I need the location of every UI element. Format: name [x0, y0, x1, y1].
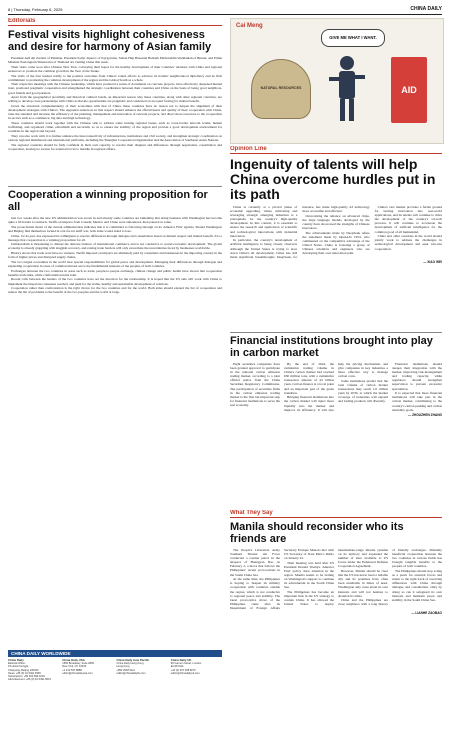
paragraph: China's vast market provides a fertile ground for turning innovation into real-world applications, and its talents will continue to drive the development of the country's sci-tech prowess. It will continue to accelerate the development of artificial intelligence for the common good of all humankind.	[374, 205, 442, 234]
cooperation-article	[8, 184, 222, 646]
paragraph: The visits of the four leaders testify to the positive outcomes from China's robust efforts to advance its holistic neighborhood diplomacy and its firm commitment to promoting the common development of the region and the Global South as a whole.	[8, 73, 222, 82]
left-column	[8, 18, 222, 743]
section-label-what-they-say: What They Say	[230, 510, 442, 518]
paragraph: The two largest economies in the world bear special responsibilities for global peace and development. Managing their differences through dialogue and expanding cooperation in areas of common interest serve the fundamental interests of the peoples of both countries.	[8, 259, 222, 268]
cooperation-headline: Cooperation a winning proposition for all	[8, 189, 208, 213]
footer-line: 1500 Broadway, Suite 2800,	[62, 662, 95, 666]
section-label-editorials: Editorials	[8, 18, 222, 26]
footer-entry	[171, 659, 222, 681]
editorial-body	[8, 56, 222, 151]
footer-line: +852 2518 5111	[116, 668, 135, 672]
footer-line: +1 212 537 8888	[62, 668, 82, 672]
footer-entry-heading: China Daily Asia Pacific	[116, 658, 150, 662]
paragraph: The protectionist thrust of the current administration indicates that it is committed to following through on its 'America First' agenda. Should Washington and Beijing find themselves locked in a tit-for-tat tariff war, both sides would stand to lose.	[8, 224, 222, 233]
financial-headline: Financial institutions brought into play in carbon market	[230, 335, 433, 359]
footer-line: Subscription: +86 400 699 0203	[8, 675, 45, 679]
footer-line: +44 (0) 207 398 8270	[170, 668, 196, 672]
footer-line: EC4N 6HA	[170, 665, 184, 669]
editorial-headline: Festival visits highlight cohesiveness and desire for harmony of Asian family	[8, 29, 212, 53]
divider	[8, 186, 222, 187]
paragraph: The Philippines should stop acting as a pawn for external forces and return to the right track of resolving differences with China through dialogue and consultation. Only by doing so can it safeguard its own interests and maintain peace and stability in the South China Sea.	[392, 569, 442, 602]
paragraph: Bringing financial institutions into the carbon market will inject more liquidity into the market and improve its efficiency. It will also help the pricing mechanism, and give companies in key industries a more effective way to manage carbon costs.	[284, 362, 388, 412]
paragraph: History shows that trade wars have no winners. Tariffs imposed on imports are ultimately paid by consumers and businesses in the importing country in the form of higher prices and disrupted supply chains.	[8, 251, 222, 260]
footer-line: editor@chinadailyuk.com	[170, 671, 200, 675]
speech-bubble: GIVE ME WHAT I WANT.	[321, 29, 385, 47]
paragraph: Cooperation rather than confrontation is the right choice for the two countries and for the world. Both sides should expand the list of cooperation and reduce the list of problems to the benefit of the two peoples and the world at large.	[8, 286, 222, 295]
footer-line: Advertisement: +86 (0) 10 6491 8631	[8, 678, 51, 682]
paragraph: China, for its part, has expressed its willingness to resolve differences through dialogue and consultation based on mutual respect and mutual benefit. It is a message that cooperation is a winning proposition for all.	[8, 233, 222, 242]
paragraph: In particular, the country's development of artificial intelligence is being closely observed. Although the United States is trying to slow down China's AI development, China has still made significant breakthroughs. DeepSeek, for instance, has made high-quality AI technology more accessible and efficient.	[230, 205, 370, 259]
footer-entry-heading: China Daily USA	[62, 658, 85, 662]
paragraph: These countries should work together with the Chinese side to address some lurking regional issues, such as cross-border telecom scams, human trafficking, and organized crime, extremism and terrorism, so as to ensure the stability of the region and provide a good development environment for countries in the region and beyond.	[8, 120, 222, 134]
manila-body	[230, 548, 442, 610]
paragraph: The People's Liberation Army Southern Theater Air Force conducted a routine patrol in the airspace of Huangyan Dao on February 2, a move that follows the Philippines' recent provocations in the South China Sea.	[230, 548, 280, 577]
footer-entry	[8, 659, 59, 681]
page-header	[8, 5, 442, 15]
aid-box: AID	[391, 57, 427, 123]
footer-entry-heading: China Daily	[8, 658, 24, 662]
manila-headline: Manila should reconsider who its friends are	[230, 521, 404, 545]
footer-title: CHINA DAILY WORLDWIDE	[8, 650, 222, 657]
footer-line: editor@chinadailyhk.com	[116, 671, 146, 675]
paragraph: Their visits come soon after Chinese New Year, conveying their hopes for the healthy development of their countries' relations with China and regional endeavors to promote the common growth in the Year of the Snake.	[8, 64, 222, 73]
paragraph: The regional countries should be fully confident in their own capacity to resolve their disputes and differences through negotiation, consultation and cooperation, leaving no excuse for external forces to meddle in regional affairs.	[8, 142, 222, 151]
footer-entry-heading: China Daily UK	[170, 658, 192, 662]
newspaper-page	[8, 5, 442, 743]
paragraph: It is expected that more financial institutions will take part in the carbon market, contributing to the country's carbon peaking and carbon neutrality goals.	[392, 391, 442, 412]
footer-line: 90 Cannon Street, London,	[170, 662, 202, 666]
paragraph: China and the Philippines are close neighbors with a long history of friendly exchanges. Mutually beneficial cooperation between the two countries in various fields has brought tangible benefits to the peoples of both countries.	[338, 548, 442, 607]
footer-worldwide	[8, 650, 222, 743]
paragraph: Some institutions predict that the total volume of carbon market transactions may reach 1.6 trillion yuan by 2030, at which the market coverage of industries will expand and trading products will diversify.	[338, 378, 388, 404]
opinion-article	[230, 146, 442, 326]
section-label-opinion: Opinion Line	[230, 146, 442, 154]
paragraph: The Philippines has become an important link in the US strategy to contain China. It has allowed the United States to deploy intermediate-range missile systems on its territory and expanded the number of sites available to US forces under the Enhanced Defense Cooperation Agreement.	[284, 548, 388, 607]
paragraph: Their meeting was held after US President Donald Trump's 'America First' policy drew attention in the region. Manila seems to be betting on Washington's support to continue its adventurism in the South China Sea.	[284, 560, 334, 590]
paragraph: By the end of 2024, the cumulative trading volume in China's carbon market had reached 630 million tons, with a cumulative transaction amount of 43 billion yuan. Carbon finance is a focal point and an important part of the green transition.	[284, 362, 334, 395]
cooperation-body	[8, 216, 222, 294]
paragraph: China and other countries in the world should jointly work to address the challenges in technological development and seek win-win cooperation.	[374, 234, 442, 251]
financial-body	[230, 362, 442, 412]
paragraph: At the same time, the Philippines is hoping to deepen its military cooperation with countries outside the region, which is not conducive to regional peace and stability. The latest provocative move of the Philippines came after its Department of Foreign Affairs Secretary Enrique Manalo met with US Secretary of State Marco Rubio on January 22.	[230, 548, 334, 610]
right-column	[230, 18, 442, 743]
paragraph: They can also work with it to further enhance the interconnectivity of infrastructure, institutions and civil society, and strengthen strategic coordination on various regional multilateral and international platforms, including the Shanghai Cooperation Organization and the Association of Southeast Asian Nations.	[8, 133, 222, 142]
opinion-byline: — XIAO WEI	[423, 259, 442, 264]
paper-section: CHINA DAILY	[410, 6, 442, 12]
paragraph: However, Manila should be clear that the US has never been a reliable ally and its promises have often been unreliable in times of need. Washington only cares about its own interests and will not hesitate to abandon its allies.	[338, 569, 388, 598]
paragraph: Just two weeks after the new US administration was sworn in and already some countries are lamenting that doing business with Washington has become quite a bit harder to stomach. Tariffs on imports from Canada, Mexico and China were announced, then paused on some.	[8, 216, 222, 225]
footer-line: Chaoyang, Beijing 100029	[8, 668, 39, 672]
cartoon-credit: Cai Meng	[236, 23, 263, 29]
footer-line: Hong Kong	[116, 665, 130, 669]
paragraph: Exchanges between the two countries in areas such as trade, people-to-people exchange, climate change and public health have shown that cooperation benefits both sides, while confrontation hurts both.	[8, 268, 222, 277]
footer-line: China Daily Hong Kong	[116, 662, 144, 666]
footer-line: New York, NY 10036	[62, 665, 87, 669]
financial-article	[230, 330, 442, 506]
footer-grid	[8, 659, 222, 681]
footer-entry	[62, 659, 113, 681]
paragraph: Apart from the geographical proximity and historical cultural bonds, an important reason why these countries, along with other regional countries, are willing to develop close partnerships with China is that the opportunities are pragmatic and conducted on an equal footing for mutual benefit.	[8, 95, 222, 104]
cartoon-figure-icon	[329, 53, 365, 123]
paragraph: China is currently at a pivotal phase of economic upgrading, where cultivating and leveraging strategic emerging industries is a prerequisite for the country's high-quality development. In this context, it is essential to ensure the research and application of scientific and technological innovations with industrial innovation.	[230, 205, 298, 238]
divider	[230, 332, 442, 333]
editorials-article	[8, 18, 222, 180]
paragraph: Recent calls between the leaders of the two countries have set the direction for the relationship. It is hoped that the US side will work with China to implement the important consensus reached, and push for the stable, healthy and sustainable development of relations.	[8, 277, 222, 286]
footer-line: Editorial Office:	[8, 662, 26, 666]
paragraph: Given the structural complementarity of their economies with that of China, these countries have no reason not to deepen the alignment of their development strategies with China's. The upgraded endeavors in this respect should enhance the effectiveness and quality of their cooperation with China, raise the standard and increase the efficiency of the planning, management and innovation of relevant projects, and direct more resources to the cooperation in sectors such as e-commerce, big data and high technology.	[8, 104, 222, 121]
paragraph: Overcoming the reliance on advanced chips, the large language models developed by the country have showcased the strengths of Chinese innovators.	[302, 213, 370, 231]
financial-byline: — ZHOUZHEN ZHANG	[408, 412, 442, 417]
paragraph: Financial institutions should deepen their integration with the market, improving risk management and trading capacity, while regulators should strengthen supervision to prevent excessive speculation.	[392, 362, 442, 391]
paragraph: Eight securities companies have been granted approval to participate in the national carbon emission trading market, according to a joint official notice from the China Securities Regulatory Commission. The participation of securities firms in the carbon emission trading market is the first but important step for financial institutions to serve the real economy.	[230, 362, 280, 407]
opinion-body	[230, 205, 442, 259]
page-date: 8 | Thursday, February 6, 2025	[8, 7, 63, 12]
paragraph: President Asif Ali Zardari of Pakistan, President Sadyr Japarov of Kyrgyzstan, Sultan Haji Hassanal Bolkiah Mu'izzaddin Waddaulah of Brunei, and Prime Minister Paetongtarn Shinawatra of Thailand are visiting China this week.	[8, 56, 222, 65]
editorial-cartoon	[230, 18, 444, 144]
paragraph: The achievements made by DeepSeek refute the statement made by OpenAI's CEO, who commented on the competitive advantage of the United States. China is fostering a group of Chinese scientists and engineers who are developing their own innovation path.	[302, 230, 370, 256]
header-rule	[8, 14, 442, 15]
manila-article	[230, 510, 442, 743]
opinion-headline: Ingenuity of talents will help China overcome hurdles put in its path	[230, 156, 436, 202]
footer-line: editor@chinadailyusa.com	[62, 671, 93, 675]
footer-line: News: +86 (0) 10 6491 8366	[8, 671, 41, 675]
resources-sack: NATURAL RESOURCES	[251, 59, 311, 119]
paragraph: Their respective meetings with the Chinese leadership, which have produced a series of documents on concrete projects, have effectively deepened mutual trust, promoted pragmatic cooperation and strengthened the strategic coordination between their countries and China on the basis of being good neighbors, good friends and good partners.	[8, 82, 222, 95]
paragraph: Unilateralism is threatening to disrupt the delicate balance of international commerce and is not conducive to sound economic development. The global economy is already grappling with sluggish recovery, and raising trade barriers will only exacerbate the uncertainties faced by businesses worldwide.	[8, 242, 222, 251]
footer-line: 15 Huixin Dongjie,	[8, 665, 30, 669]
footer-entry	[117, 659, 168, 681]
manila-byline: — LIANHE ZAOBAO	[411, 611, 442, 615]
